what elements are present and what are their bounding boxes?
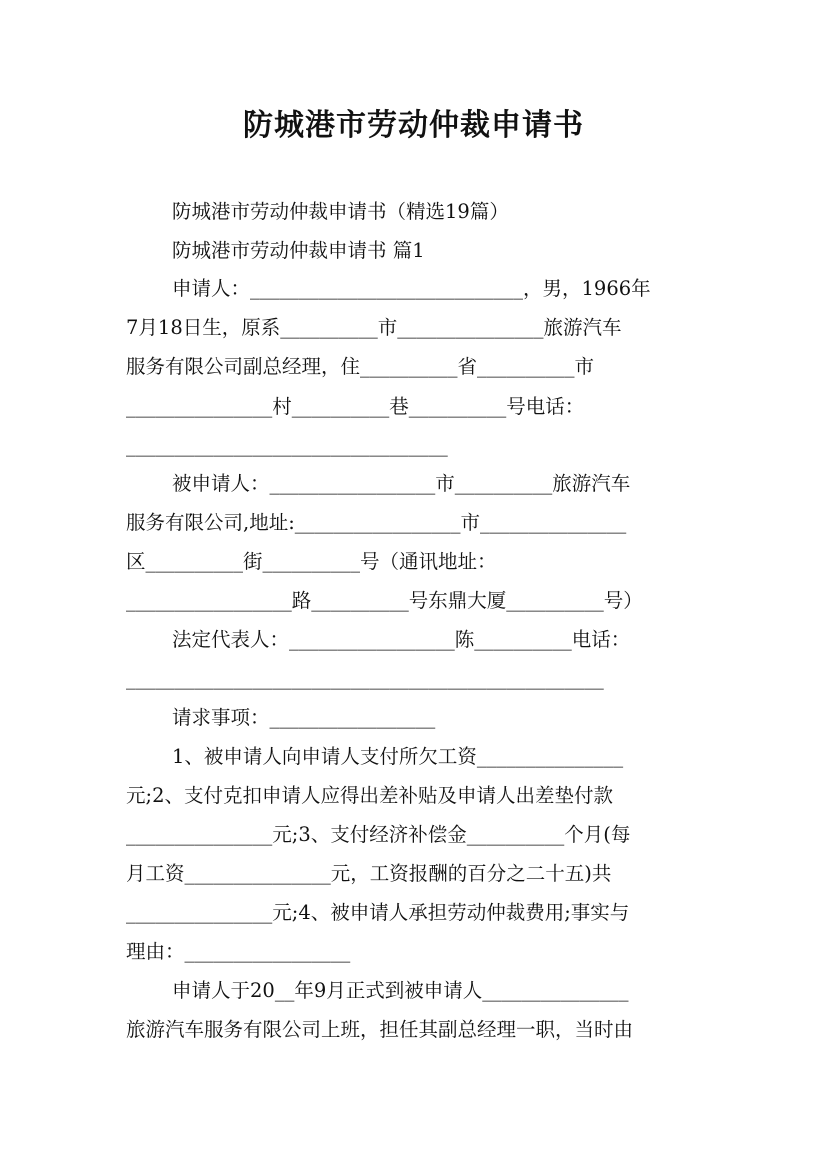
text-line: 申请人：____________________________，男，1966年 — [172, 277, 651, 300]
text-line: 理由：_________________ — [126, 940, 351, 963]
document-title: 防城港市劳动仲裁申请书 — [243, 108, 584, 143]
text-line: 月工资_______________元，工资报酬的百分之二十五)共 — [126, 862, 612, 885]
text-line: 区__________街__________号（通讯地址： — [126, 550, 497, 573]
text-line: 防城港市劳动仲裁申请书 篇1 — [172, 239, 425, 262]
text-line: _________________________________________________ — [126, 667, 604, 690]
text-line: 申请人于20__年9月正式到被申请人_______________ — [172, 979, 629, 1002]
text-line: 法定代表人：_________________陈__________电话： — [172, 628, 631, 651]
text-line: _________________路__________号东鼎大厦__________号） — [126, 589, 643, 612]
text-line: _________________________________ — [126, 434, 448, 457]
text-line: 元;2、支付克扣申请人应得出差补贴及申请人出差垫付款 — [126, 784, 613, 807]
text-line: 服务有限公司,地址:_________________市_______________ — [126, 511, 627, 534]
text-line: 防城港市劳动仲裁申请书（精选19篇） — [172, 200, 509, 223]
text-line: 1、被申请人向申请人支付所欠工资_______________ — [172, 745, 624, 768]
text-line: _______________元;3、支付经济补偿金__________个月(每 — [126, 823, 631, 846]
text-line: 7月18日生，原系__________市_______________旅游汽车 — [126, 316, 622, 339]
text-line: _______________元;4、被申请人承担劳动仲裁费用;事实与 — [126, 901, 630, 924]
text-line: 请求事项：_________________ — [172, 706, 436, 729]
text-line: 被申请人：_________________市__________旅游汽车 — [172, 472, 631, 495]
text-line: 旅游汽车服务有限公司上班，担任其副总经理一职，当时由 — [126, 1018, 634, 1041]
text-line: 服务有限公司副总经理，住__________省__________市 — [126, 355, 595, 378]
text-line: _______________村__________巷__________号电话： — [126, 395, 585, 418]
